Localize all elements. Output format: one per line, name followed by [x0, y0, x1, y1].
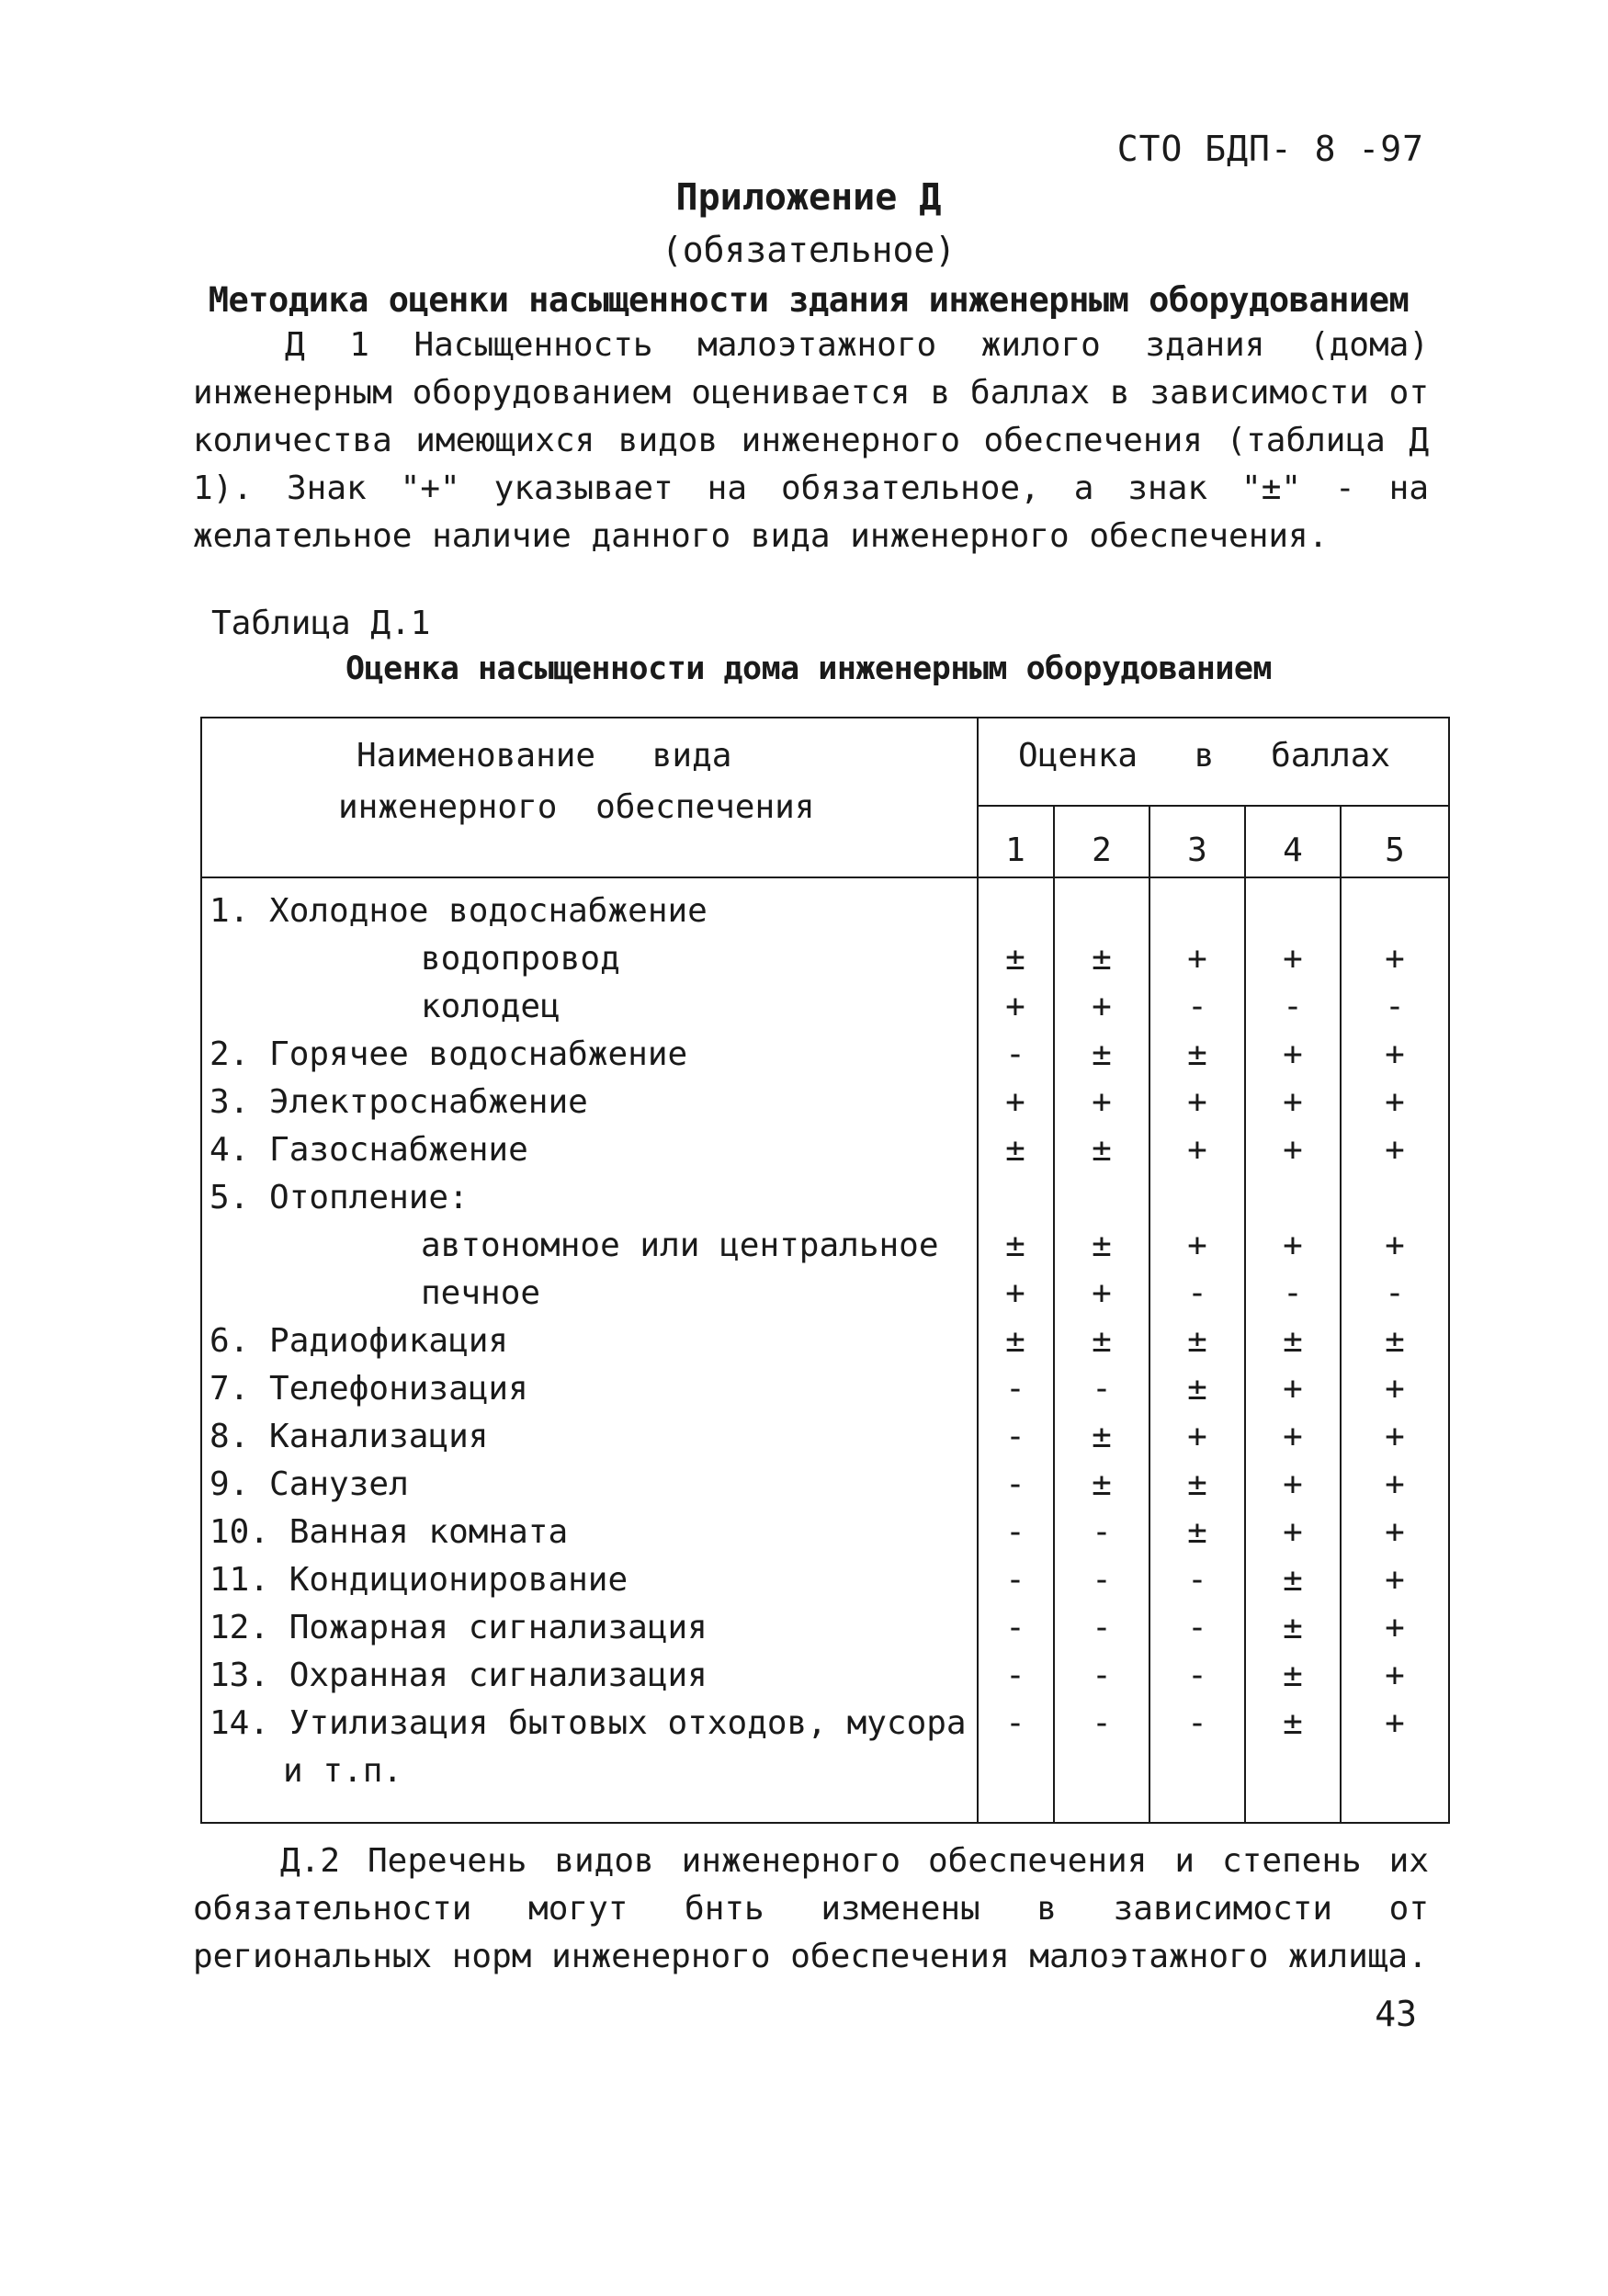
row-name: 12. Пожарная сигнализация: [209, 1609, 708, 1646]
score-cell-2: [1074, 935, 1129, 983]
score-mark: +: [1283, 1227, 1303, 1264]
table-row: [200, 1461, 1450, 1509]
score-mark: -: [1385, 988, 1405, 1025]
score-cell-4: [1265, 1031, 1320, 1079]
score-mark: ±: [1283, 1657, 1303, 1694]
score-mark: +: [1092, 988, 1112, 1025]
row-name: колодец: [421, 988, 561, 1025]
score-cell-2: [1074, 1270, 1129, 1318]
table-row: [200, 1126, 1450, 1174]
score-mark: +: [1187, 1227, 1207, 1264]
score-cell-4: [1265, 935, 1320, 983]
score-cell-4: [1265, 1365, 1320, 1413]
table-row: [200, 1747, 1450, 1795]
row-name: 2. Горячее водоснабжение: [209, 1035, 688, 1073]
table-row: [200, 1365, 1450, 1413]
row-name: и т.п.: [283, 1752, 403, 1790]
table-row: [200, 1222, 1450, 1270]
score-cell-3: [1170, 1509, 1225, 1556]
score-mark: +: [1283, 1131, 1303, 1169]
score-mark: ±: [1092, 1131, 1112, 1169]
table-row: [200, 1413, 1450, 1461]
table-row: [200, 1174, 1450, 1222]
table-top-border: [200, 717, 1450, 718]
score-cell-4: [1265, 1652, 1320, 1700]
score-mark: +: [1283, 940, 1303, 978]
score-mark: ±: [1092, 1322, 1112, 1360]
table-row: [200, 1652, 1450, 1700]
score-cell-1: [988, 1318, 1043, 1365]
score-cell-1: [988, 1509, 1043, 1556]
score-cell-3: [1170, 1556, 1225, 1604]
table-bottom-border: [200, 1822, 1450, 1824]
table-row: [200, 983, 1450, 1031]
score-mark: ±: [1385, 1322, 1405, 1360]
score-mark: +: [1092, 1083, 1112, 1121]
score-mark: -: [1005, 1609, 1025, 1646]
score-cell-5: [1367, 1318, 1422, 1365]
score-mark: +: [1005, 1083, 1025, 1121]
score-mark: +: [1005, 988, 1025, 1025]
score-cell-1: [988, 1652, 1043, 1700]
score-cell-4: [1265, 1413, 1320, 1461]
score-cell-2: [1074, 1461, 1129, 1509]
score-cell-2: [1074, 1509, 1129, 1556]
score-cell-1: [988, 983, 1043, 1031]
score-cell-1: [988, 1413, 1043, 1461]
score-cell-2: [1074, 1652, 1129, 1700]
score-cell-3: [1170, 1700, 1225, 1747]
score-col-3: 3: [1187, 831, 1207, 869]
score-cell-3: [1170, 935, 1225, 983]
score-cell-2: [1074, 1556, 1129, 1604]
score-cell-1: [988, 1461, 1043, 1509]
score-cell-2: [1074, 1413, 1129, 1461]
score-cell-3: [1170, 1318, 1225, 1365]
score-mark: ±: [1187, 1322, 1207, 1360]
score-col-4: 4: [1283, 831, 1303, 869]
score-cell-5: [1367, 1652, 1422, 1700]
table-row: [200, 1509, 1450, 1556]
row-name: 3. Электроснабжение: [209, 1083, 588, 1121]
score-mark: ±: [1187, 1035, 1207, 1073]
score-cell-5: [1367, 1031, 1422, 1079]
row-name: 9. Санузел: [209, 1465, 409, 1503]
score-cell-3: [1170, 1270, 1225, 1318]
score-mark: +: [1385, 1083, 1405, 1121]
score-mark: ±: [1187, 1513, 1207, 1551]
score-cell-4: [1265, 1126, 1320, 1174]
table-header-bottom-line: [200, 877, 1450, 878]
score-mark: +: [1385, 1418, 1405, 1455]
score-mark: +: [1187, 940, 1207, 978]
score-mark: +: [1385, 940, 1405, 978]
table-row: [200, 935, 1450, 983]
score-cell-3: [1170, 1652, 1225, 1700]
paragraph-d2: Д.2 Перечень видов инженерного обеспечения и степень их обязательности могут бнть изменены в зависимости от региональных норм инженерного обеспечения малоэтажного жилища.: [193, 1842, 1429, 1975]
score-mark: +: [1385, 1657, 1405, 1694]
score-mark: ±: [1092, 1035, 1112, 1073]
row-name: водопровод: [421, 940, 620, 978]
score-mark: +: [1385, 1035, 1405, 1073]
score-mark: -: [1092, 1513, 1112, 1551]
score-mark: ±: [1005, 1131, 1025, 1169]
score-mark: -: [1005, 1418, 1025, 1455]
header-name-line2: инженерного обеспечения: [338, 788, 815, 826]
score-mark: -: [1005, 1704, 1025, 1742]
score-mark: +: [1092, 1274, 1112, 1312]
row-name: 7. Телефонизация: [209, 1370, 528, 1408]
score-cell-5: [1367, 1365, 1422, 1413]
appendix-title: Приложение Д: [675, 176, 942, 219]
score-mark: +: [1005, 1274, 1025, 1312]
score-cell-3: [1170, 1365, 1225, 1413]
score-mark: ±: [1092, 1418, 1112, 1455]
row-name: автономное или центральное: [421, 1227, 939, 1264]
score-mark: -: [1187, 1274, 1207, 1312]
score-cell-5: [1367, 1509, 1422, 1556]
score-cell-2: [1074, 1222, 1129, 1270]
score-cell-3: [1170, 1031, 1225, 1079]
score-cell-4: [1265, 1270, 1320, 1318]
appendix-subtitle: (обязательное): [661, 230, 957, 270]
score-cell-5: [1367, 935, 1422, 983]
score-mark: +: [1283, 1083, 1303, 1121]
score-cell-1: [988, 1604, 1043, 1652]
score-cell-1: [988, 1222, 1043, 1270]
score-cell-4: [1265, 1604, 1320, 1652]
score-cell-1: [988, 1556, 1043, 1604]
score-mark: -: [1187, 1561, 1207, 1599]
row-name: 8. Канализация: [209, 1418, 489, 1455]
score-mark: +: [1385, 1131, 1405, 1169]
table-row: [200, 888, 1450, 935]
score-cell-1: [988, 1270, 1043, 1318]
table-row: [200, 1556, 1450, 1604]
score-mark: -: [1092, 1609, 1112, 1646]
score-cell-5: [1367, 983, 1422, 1031]
score-mark: +: [1283, 1035, 1303, 1073]
score-mark: -: [1092, 1561, 1112, 1599]
score-cell-3: [1170, 1413, 1225, 1461]
score-cell-4: [1265, 1318, 1320, 1365]
score-mark: ±: [1005, 940, 1025, 978]
table-label: Таблица Д.1: [211, 605, 431, 642]
score-cell-2: [1074, 1079, 1129, 1126]
score-cell-5: [1367, 1556, 1422, 1604]
paragraph-d1: Д 1 Насыщенность малоэтажного жилого здания (дома) инженерным оборудованием оценивается в баллах в зависимости от количества имеющихся видов инженерного обеспечения (таблица Д 1). Знак "+" указывает на обязательное, а знак "±" - на желательное наличие данного вида инженерного обеспечения.: [193, 326, 1429, 555]
score-cell-5: [1367, 1126, 1422, 1174]
row-name: 11. Кондиционирование: [209, 1561, 628, 1599]
score-mark: +: [1187, 1083, 1207, 1121]
score-mark: -: [1283, 988, 1303, 1025]
score-cell-4: [1265, 1509, 1320, 1556]
score-cell-5: [1367, 1700, 1422, 1747]
document-code: СТО БДП- 8 -97: [1116, 129, 1424, 169]
score-mark: +: [1385, 1513, 1405, 1551]
score-cell-1: [988, 1700, 1043, 1747]
table-row: [200, 1604, 1450, 1652]
score-mark: -: [1005, 1465, 1025, 1503]
table-row: [200, 1079, 1450, 1126]
score-mark: ±: [1092, 1227, 1112, 1264]
score-cell-2: [1074, 1700, 1129, 1747]
score-mark: -: [1005, 1035, 1025, 1073]
score-mark: +: [1385, 1561, 1405, 1599]
row-name: 1. Холодное водоснабжение: [209, 892, 708, 930]
score-mark: +: [1385, 1704, 1405, 1742]
score-mark: -: [1187, 1704, 1207, 1742]
score-cell-3: [1170, 1222, 1225, 1270]
table-title: Оценка насыщенности дома инженерным оборудованием: [345, 650, 1273, 687]
score-col-1: 1: [1005, 831, 1025, 869]
score-cell-4: [1265, 983, 1320, 1031]
score-cell-1: [988, 935, 1043, 983]
table-row: [200, 1700, 1450, 1747]
page-number: 43: [1375, 1994, 1417, 2034]
score-cell-1: [988, 1126, 1043, 1174]
score-cell-5: [1367, 1413, 1422, 1461]
score-mark: ±: [1005, 1322, 1025, 1360]
score-cell-3: [1170, 1126, 1225, 1174]
score-mark: ±: [1092, 940, 1112, 978]
table-row: [200, 1270, 1450, 1318]
score-cell-5: [1367, 1270, 1422, 1318]
score-mark: ±: [1005, 1227, 1025, 1264]
score-mark: -: [1283, 1274, 1303, 1312]
score-mark: -: [1005, 1370, 1025, 1408]
score-mark: +: [1283, 1513, 1303, 1551]
score-cell-5: [1367, 1461, 1422, 1509]
score-mark: +: [1385, 1609, 1405, 1646]
row-name: 13. Охранная сигнализация: [209, 1657, 708, 1694]
score-cell-5: [1367, 1604, 1422, 1652]
method-title: Методика оценки насыщенности здания инженерным оборудованием: [208, 280, 1410, 320]
score-cell-2: [1074, 1031, 1129, 1079]
score-mark: +: [1187, 1131, 1207, 1169]
row-name: 6. Радиофикация: [209, 1322, 509, 1360]
score-mark: ±: [1187, 1465, 1207, 1503]
score-cell-2: [1074, 1365, 1129, 1413]
score-mark: -: [1385, 1274, 1405, 1312]
row-name: 10. Ванная комната: [209, 1513, 569, 1551]
table-row: [200, 1031, 1450, 1079]
score-cell-4: [1265, 1556, 1320, 1604]
score-mark: ±: [1283, 1609, 1303, 1646]
row-name: 4. Газоснабжение: [209, 1131, 528, 1169]
score-col-5: 5: [1385, 831, 1405, 869]
score-mark: ±: [1283, 1704, 1303, 1742]
score-cell-2: [1074, 1126, 1129, 1174]
score-cell-2: [1074, 1604, 1129, 1652]
score-mark: +: [1283, 1465, 1303, 1503]
header-name-line1: Наименование вида: [357, 737, 732, 775]
score-cell-1: [988, 1079, 1043, 1126]
row-name: 14. Утилизация бытовых отходов, мусора: [209, 1704, 967, 1742]
score-mark: +: [1187, 1418, 1207, 1455]
score-cell-4: [1265, 1461, 1320, 1509]
score-cell-2: [1074, 1318, 1129, 1365]
row-name: печное: [421, 1274, 541, 1312]
score-mark: -: [1005, 1561, 1025, 1599]
score-mark: +: [1385, 1465, 1405, 1503]
header-score: Оценка в баллах: [1018, 737, 1391, 775]
score-cell-1: [988, 1365, 1043, 1413]
score-cell-3: [1170, 983, 1225, 1031]
score-mark: ±: [1283, 1322, 1303, 1360]
equipment-table: [200, 717, 1450, 1824]
score-mark: +: [1385, 1370, 1405, 1408]
score-mark: -: [1187, 988, 1207, 1025]
score-mark: -: [1092, 1657, 1112, 1694]
score-mark: ±: [1187, 1370, 1207, 1408]
score-cell-3: [1170, 1079, 1225, 1126]
score-mark: +: [1283, 1418, 1303, 1455]
score-mark: -: [1187, 1657, 1207, 1694]
score-cell-3: [1170, 1461, 1225, 1509]
score-cell-4: [1265, 1700, 1320, 1747]
score-cell-4: [1265, 1079, 1320, 1126]
score-mark: -: [1187, 1609, 1207, 1646]
score-col-2: 2: [1092, 831, 1112, 869]
score-cell-2: [1074, 983, 1129, 1031]
score-mark: -: [1005, 1513, 1025, 1551]
score-mark: ±: [1283, 1561, 1303, 1599]
score-cell-1: [988, 1031, 1043, 1079]
score-cell-5: [1367, 1079, 1422, 1126]
score-mark: +: [1385, 1227, 1405, 1264]
table-score-header-divider: [977, 805, 1450, 807]
score-cell-4: [1265, 1222, 1320, 1270]
score-mark: -: [1005, 1657, 1025, 1694]
score-mark: +: [1283, 1370, 1303, 1408]
score-mark: ±: [1092, 1465, 1112, 1503]
row-name: 5. Отопление:: [209, 1179, 469, 1216]
score-mark: -: [1092, 1704, 1112, 1742]
score-cell-5: [1367, 1222, 1422, 1270]
score-mark: -: [1092, 1370, 1112, 1408]
score-cell-3: [1170, 1604, 1225, 1652]
table-row: [200, 1318, 1450, 1365]
